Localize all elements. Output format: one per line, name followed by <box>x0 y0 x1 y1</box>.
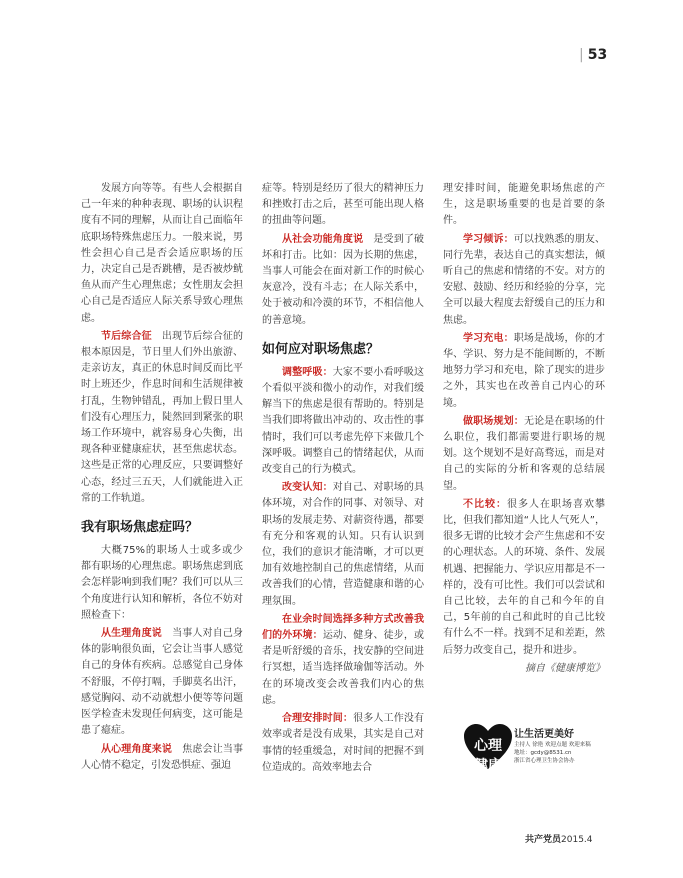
paragraph-text: 很多人工作没有效率或者是没有成果，其实是自己对事情的轻重缓急，对时间的把握不到位造成的。高效率地去合 <box>262 713 425 773</box>
paragraph <box>443 414 605 495</box>
paragraph-text: 理安排时间，能避免职场焦虑的产生，这是职场重要的也是首要的条件。 <box>443 183 605 227</box>
logo-line: 地址：gcdy@8531.cn <box>514 750 572 756</box>
paragraph-text: 焦虑会让当事人心情不稳定，引发恐惧症、强迫 <box>81 743 244 771</box>
paragraph <box>262 232 424 329</box>
article-column-2 <box>262 181 424 778</box>
paragraph <box>262 365 424 478</box>
paragraph-text: 发展方向等等。有些人会根据自己一年来的种种表现、职场的认识程度有不同的理解，从而让自己面临年底职场特殊焦虑压力。一般来说，男性会担心自己是否会适应职场的压力，决定自己是否跳槽，是否被炒鱿鱼从而产生心理焦虑；女性朋友会担心自己是否适应人际关系导致心理焦虑。 <box>81 183 243 324</box>
paragraph <box>81 181 243 327</box>
footer <box>525 832 593 845</box>
logo-line: 主持人 徐艳 欢迎点题 欢迎来稿 <box>514 742 591 748</box>
logo-slogan: 让生活更美好 <box>514 729 574 740</box>
highlight-term: 合理安排时间： <box>282 713 354 725</box>
paragraph-text: 职场是战场，你的才华、学识、努力是不能间断的，不断地努力学习和充电，除了现实的进步之外，其实也在改善自己内心的环境。 <box>443 332 606 409</box>
article-column-1 <box>81 181 243 776</box>
highlight-term: 改变认知： <box>282 482 333 494</box>
paragraph-text: 很多人在职场喜欢攀比，但我们都知道“人比人气死人”，很多无谓的比较才会产生焦虑和不安的心理状态。人的环境、条件、发展机遇、把握能力、学识应用都是不一样的，没有可比性。我们可以尝试和自己比较，去年的自己和今年的自己，5年前的自己和此时的自己比较有什么不一样。找到不足和差距，然后努力改变自己，提升和进步。 <box>443 498 605 656</box>
paragraph-text: 大家不要小看呼吸这个看似平淡和微小的动作，对我们缓解当下的焦虑是很有帮助的。特别是当我们即将做出冲动的、攻击性的事情时，我们可以考虑先停下来做几个深呼吸。调整自己的情绪起伏，从而改变自己的行为模式。 <box>262 366 425 476</box>
highlight-term: 在业余时间选择多种方式改善我们的外环境： <box>262 613 424 642</box>
page-number: | 53 <box>579 47 608 63</box>
paragraph <box>81 742 243 774</box>
column-logo <box>462 723 592 774</box>
paragraph <box>81 626 243 739</box>
highlight-term: 从生理角度说 <box>101 628 162 640</box>
paragraph-text: 症等。特别是经历了很大的精神压力和挫败打击之后，甚至可能出现人格的扭曲等问题。 <box>262 183 424 227</box>
section-heading: 我有职场焦虑症吗？ <box>81 520 199 536</box>
article-column-3 <box>443 181 605 679</box>
paragraph-text: 大概75%的职场人士或多或少都有职场的心理焦虑。职场焦虑到底会怎样影响到我们呢？我们可以从三个角度进行认知和解析，各位不妨对照检查下： <box>81 545 243 621</box>
paragraph-text: 是受到了破坏和打击。比如：因为长期的焦虑，当事人可能会在面对新工作的时候心灰意冷，没有斗志；在人际关系中，处于被动和冷漠的环节，不相信他人的善意境。 <box>262 233 425 326</box>
paragraph <box>262 480 424 610</box>
paragraph <box>81 329 243 507</box>
heart-text: 心理健康 <box>474 738 502 774</box>
paragraph <box>262 711 424 776</box>
issue-date: 2015.4 <box>561 835 593 845</box>
source-note: 摘自《健康博览》 <box>525 662 605 674</box>
paragraph-text: 运动、健身、徒步，或者是听舒缓的音乐，找安静的空间进行冥想，适当选择做瑜伽等活动。外在的环境改变会改善我们内心的焦虑。 <box>262 630 425 706</box>
highlight-term: 学习充电： <box>463 332 514 344</box>
paragraph-text: 可以找熟悉的朋友、同行先辈，表达自己的真实想法，倾听自己的焦虑和情绪的不安。对方的安慰、鼓励、经历和经验的分享，完全可以最大程度去舒缓自己的压力和焦虑。 <box>443 233 606 326</box>
highlight-term: 从心理角度来说 <box>101 743 173 755</box>
logo-line: 浙江省心理卫生协会协办 <box>514 758 575 764</box>
magazine-name: 共产党员 <box>525 835 562 845</box>
paragraph <box>443 497 605 659</box>
highlight-term: 节后综合征 <box>101 330 152 342</box>
paragraph <box>81 543 243 624</box>
paragraph <box>443 232 605 329</box>
section-heading: 如何应对职场焦虑？ <box>262 341 380 357</box>
paragraph <box>262 181 424 230</box>
paragraph <box>262 612 424 709</box>
highlight-term: 不比较： <box>463 498 507 510</box>
paragraph <box>443 331 605 412</box>
paragraph-text: 无论是在职场的什么职位，我们都需要进行职场的规划。这个规划不是好高骛远，而是对自己的实际的分析和客观的总结展望。 <box>443 415 606 492</box>
highlight-term: 学习倾诉： <box>463 233 514 245</box>
highlight-term: 调整呼吸： <box>282 366 333 378</box>
paragraph-text: 当事人对自己身体的影响很负面，它会让当事人感觉自己的身体有疾病。总感觉自己身体不舒服，不停打嗝，手脚莫名出汗，感觉胸闷、动不动就想小便等等问题医学检查未发现任何病变，这可能是患了癔症。 <box>81 628 244 737</box>
paragraph-text: 对自己、对职场的具体环境，对合作的同事、对领导、对职场的发展走势、对薪资待遇，都要有充分和客观的认知。只有认识到位，我们的意识才能清晰，才可以更加有效地控制自己的焦虑情绪，从而改善我们的心情，营造健康和谐的心理氛围。 <box>262 482 425 607</box>
highlight-term: 做职场规划： <box>463 415 524 427</box>
paragraph-text: 出现节后综合征的根本原因是，节日里人们外出旅游、走亲访友，真正的休息时间反而比平时上班还少，作息时间和生活规律被打乱，生物钟错乱，再加上假日里人们没有心理压力，陡然回到紧张的职场工作环境中，就容易身心失衡，出现各种亚健康症状，甚至焦虑状态。这些是正常的心理反应，只要调整好心态，经过三五天，人们就能进入正常的工作轨道。 <box>81 330 244 504</box>
paragraph <box>443 181 605 230</box>
highlight-term: 从社会功能角度说 <box>282 233 364 245</box>
